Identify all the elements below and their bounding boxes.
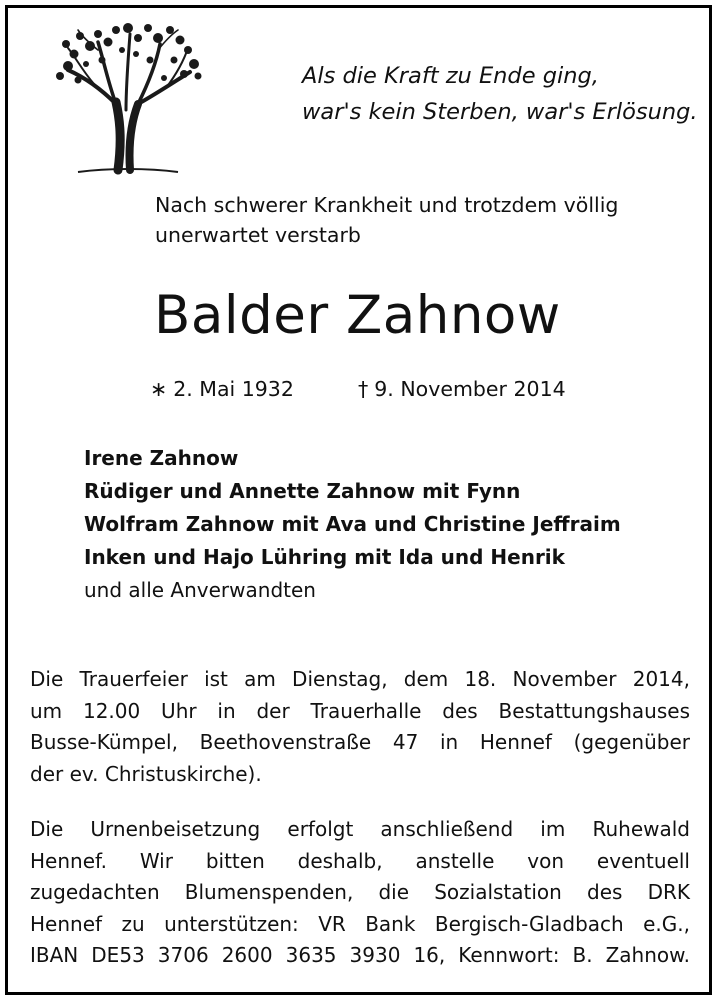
quote-line-1: Als die Kraft zu Ende ging,	[302, 63, 599, 89]
memorial-quote	[302, 58, 698, 130]
funeral-paragraph	[30, 664, 690, 790]
urn-line: IBAN DE53 3706 2600 3635 3930 16, Kennwort: B. Zahnow.	[30, 943, 690, 967]
death-date: 9. November 2014	[374, 377, 566, 401]
intro-line-1: Nach schwerer Krankheit und trotzdem völlig	[155, 193, 619, 217]
urn-line: Die Urnenbeisetzung erfolgt anschließend im Ruhewald	[30, 817, 690, 841]
funeral-line: um 12.00 Uhr in der Trauerhalle des Bestattungshauses	[30, 698, 690, 723]
deceased-name: Balder Zahnow	[154, 285, 561, 346]
quote-line-2: war's kein Sterben, war's Erlösung.	[302, 99, 698, 125]
intro-line-2: unerwartet verstarb	[155, 223, 361, 247]
intro-text	[155, 190, 618, 250]
tree-icon	[38, 20, 213, 180]
urn-paragraph	[30, 814, 690, 972]
birth-date: 2. Mai 1932	[173, 377, 294, 401]
relatives-line: und alle Anverwandten	[84, 578, 316, 602]
mourners-list	[84, 442, 621, 607]
mourner-line: Inken und Hajo Lühring mit Ida und Henrik	[84, 545, 565, 569]
mourner-line: Rüdiger und Annette Zahnow mit Fynn	[84, 479, 521, 503]
urn-line: Hennef. Wir bitten deshalb, anstelle von eventuell	[30, 848, 690, 873]
mourner-line: Wolfram Zahnow mit Ava und Christine Jeffraim	[84, 512, 621, 536]
birth-date-group	[150, 374, 294, 404]
birth-star-icon: ∗	[150, 377, 168, 401]
funeral-line: der ev. Christuskirche).	[30, 761, 262, 786]
funeral-line: Busse-Kümpel, Beethovenstraße 47 in Hennef (gegenüber	[30, 730, 690, 754]
death-cross-icon: †	[358, 377, 369, 401]
death-date-group	[358, 374, 566, 404]
mourner-line: Irene Zahnow	[84, 446, 239, 470]
funeral-line: Die Trauerfeier ist am Dienstag, dem 18. November 2014,	[30, 667, 690, 691]
urn-line: Hennef zu unterstützen: VR Bank Bergisch-Gladbach e.G.,	[30, 911, 690, 936]
urn-line: zugedachten Blumenspenden, die Sozialstation des DRK	[30, 880, 690, 904]
